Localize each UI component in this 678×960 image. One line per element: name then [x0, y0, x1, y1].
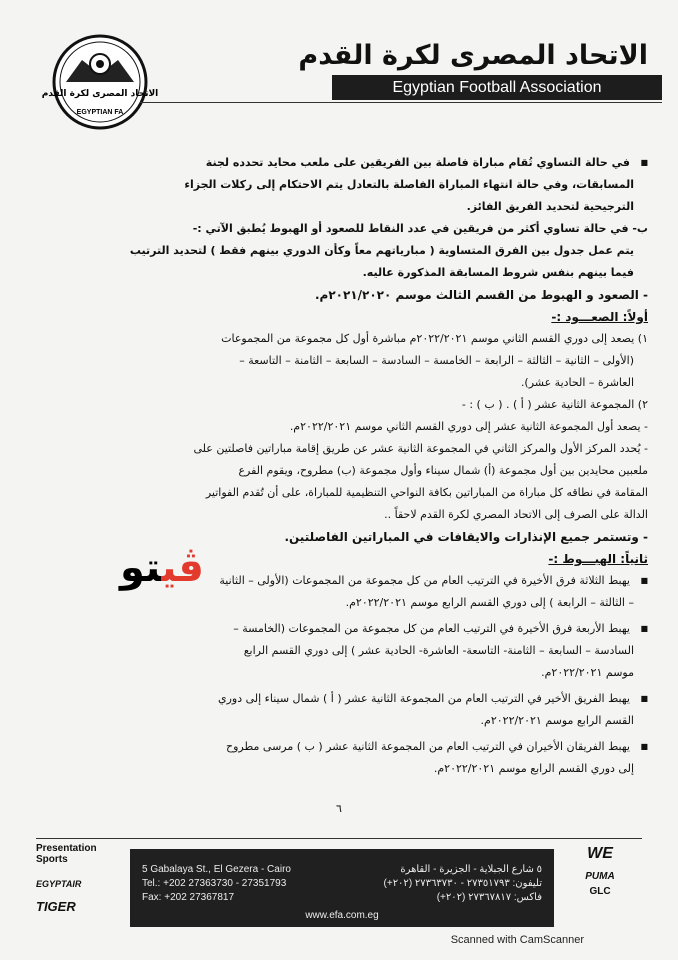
paragraph-line: (الأولى – الثانية – الثالثة – الرابعة – الخامسة – السادسة – السابعة – الثامنة – التاسعة –	[239, 354, 634, 367]
footer	[36, 838, 642, 933]
paragraph-line: - يُحدد المركز الأول والمركز الثاني في المجموعة الثانية عشر عن طريق إقامة مباراتين فاصلتين على	[193, 442, 648, 455]
paragraph-line: الدالة على الصرف إلى الاتحاد المصري لكرة القدم لاحقاً ..	[384, 508, 648, 521]
fax-en: Fax: +202 27367817	[142, 892, 235, 903]
paragraph-line: موسم ٢٠٢٢/٢٠٢١م.	[541, 666, 634, 679]
footer-contact-box	[130, 849, 554, 927]
bullet-line: ■ يهبط الفريقان الأخيران في الترتيب العام من المجموعة الثانية عشر ( ب ) مرسى مطروح	[86, 736, 648, 758]
footer-sponsors-right	[558, 845, 642, 897]
logo-text-en: EGYPTIAN FA	[76, 109, 124, 116]
address-en: 5 Gabalaya St., El Gezera - Cairo	[142, 864, 291, 875]
document-body	[86, 152, 648, 780]
paragraph-line: ٢) المجموعة الثانية عشر ( أ ) . ( ب ) : -	[461, 398, 648, 411]
bullet-line: ■ يهبط الأربعة فرق الأخيرة في الترتيب العام من كل مجموعة من المجموعات (الخامسة –	[86, 618, 648, 640]
tel-en: Tel.: +202 27363730 - 27351793	[142, 878, 287, 889]
paragraph-line: – الثالثة – الرابعة ) إلى دوري القسم الرابع موسم ٢٠٢٢/٢٠٢١م.	[345, 596, 634, 609]
paragraph-line: ملعبين محايدين بين أول مجموعة (أ) شمال سيناء وأول مجموعة (ب) مطروح، ويقوم الفرع	[238, 464, 648, 477]
paragraph-line: ١) يصعد إلى دوري القسم الثاني موسم ٢٠٢٢/٢٠٢١م مباشرة أول كل مجموعة من المجموعات	[221, 332, 648, 345]
paragraph-line: يتم عمل جدول بين الفرق المتساوية ( مبارياتهم معاً وكأن الدوري بينهم فقط ) لتحديد الترتيب	[129, 244, 634, 257]
logo-text-ar: الاتحاد المصرى لكرة القدم	[41, 89, 159, 99]
fax-ar: فاكس: ٢٧٣٦٧٨١٧ (٢٠٢+)	[436, 892, 542, 903]
header-title-ar: الاتحاد المصرى لكرة القدم	[298, 40, 648, 71]
sponsor-glc: GLC	[589, 886, 611, 897]
section-heading: - الصعود و الهبوط من القسم الثالث موسم ٢٠٢١/٢٠٢٠م.	[314, 288, 648, 302]
paragraph-line: إلى دوري القسم الرابع موسم ٢٠٢٢/٢٠٢١م.	[433, 762, 634, 775]
header-title-en: Egyptian Football Association	[332, 75, 662, 100]
section-heading: - وتستمر جميع الإنذارات والايقافات في المباراتين الفاصلتين.	[284, 530, 648, 544]
paragraph-line: ب- في حالة تساوي أكثر من فريقين في عدد النقاط للصعود أو الهبوط يُطبق الآتي :-	[192, 222, 648, 235]
page-number: ٦	[336, 802, 342, 815]
paragraph-line: العاشرة – الحادية عشر).	[520, 376, 634, 389]
paragraph-line: - يصعد أول المجموعة الثانية عشر إلى دوري القسم الثاني موسم ٢٠٢٢/٢٠٢١م.	[289, 420, 648, 433]
paragraph-line: الترجيحية لتحديد الفريق الفائز.	[466, 200, 634, 213]
section-heading: ثانياً: الهبـــوط :-	[548, 552, 648, 566]
tel-ar: تليفون: ٢٧٣٥١٧٩٣ - ٢٧٣٦٣٧٣٠ (٢٠٢+)	[383, 878, 542, 889]
contact-ar	[384, 863, 542, 905]
contact-en	[142, 863, 291, 905]
website-link[interactable]: www.efa.com.eg	[305, 910, 379, 921]
paragraph-line: المسابقات، وفي حالة انتهاء المباراة الفاصلة بالتعادل يتم الاحتكام إلى ركلات الجزاء	[184, 178, 634, 191]
watermark-part-red: ڤي	[161, 545, 204, 591]
site-watermark	[120, 545, 204, 591]
paragraph-line: ■ في حالة التساوي تُقام مباراة فاصلة بين الفريقين على ملعب محايد تحدده لجنة	[86, 152, 648, 174]
bullet-line: ■ يهبط الفريق الأخير في الترتيب العام من المجموعة الثانية عشر ( أ ) شمال سيناء إلى دوري	[86, 688, 648, 710]
scanner-note: Scanned with CamScanner	[450, 934, 584, 946]
sponsor-presentation: Presentation Sports	[36, 843, 97, 865]
footer-sponsors-left	[36, 843, 126, 914]
sponsor-we: WE	[587, 845, 613, 862]
sponsor-egyptair: EGYPTAIR	[36, 879, 82, 889]
sponsor-tiger: TIGER	[36, 899, 76, 914]
paragraph-line: القسم الرابع موسم ٢٠٢٢/٢٠٢١م.	[480, 714, 634, 727]
address-ar: ٥ شارع الجبلاية - الجزيرة - القاهرة	[400, 864, 542, 875]
header-divider	[140, 102, 662, 103]
section-heading: أولاً: الصعـــود :-	[551, 310, 648, 324]
bullet-line: ■ يهبط الثلاثة فرق الأخيرة في الترتيب العام من كل مجموعة من المجموعات (الأولى – الثانية	[86, 570, 648, 592]
sponsor-puma: PUMA	[585, 871, 615, 882]
efa-logo	[41, 34, 159, 130]
paragraph-line: فيما بينهم بنفس شروط المسابقة المذكورة عاليه.	[362, 266, 634, 279]
watermark-part-black: تو	[120, 545, 162, 591]
paragraph-line: السادسة – السابعة – الثامنة- التاسعة- العاشرة- الحادية عشر ) إلى دوري القسم الرابع	[243, 644, 634, 657]
paragraph-line: المقامة في نطاقه كل مباراة من المباراتين بكافة النواحي التنظيمية للمباراة، على أن تُقدم الفواتير	[205, 486, 648, 499]
